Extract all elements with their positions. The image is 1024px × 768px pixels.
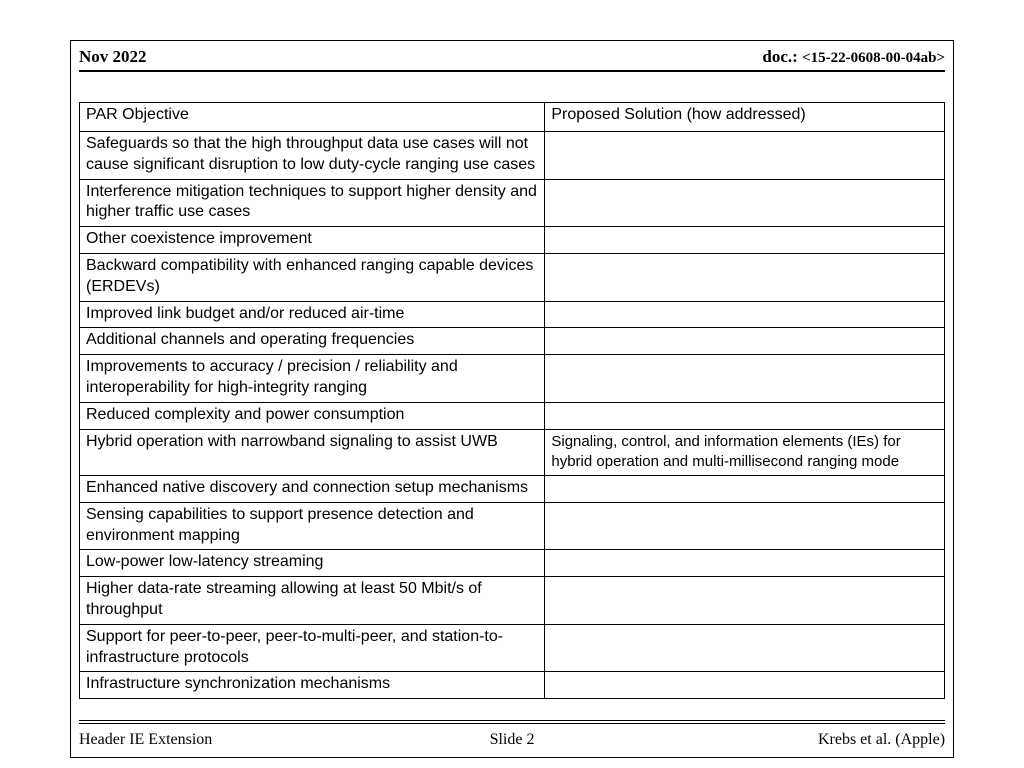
table-row <box>80 429 945 476</box>
slide-footer <box>79 720 945 749</box>
solution-cell <box>545 502 945 550</box>
solution-cell <box>545 179 945 227</box>
solution-cell <box>545 253 945 301</box>
objective-cell: Other coexistence improvement <box>80 227 545 254</box>
objective-cell: Enhanced native discovery and connection setup mechanisms <box>80 476 545 503</box>
objective-cell: Sensing capabilities to support presence detection and environment mapping <box>80 502 545 550</box>
header-doc <box>762 47 945 67</box>
table-row <box>80 672 945 699</box>
header-doc-number: <15-22-0608-00-04ab> <box>802 50 945 66</box>
column-header-par-objective: PAR Objective <box>80 103 545 132</box>
slide-frame <box>70 40 954 758</box>
table-row <box>80 502 945 550</box>
solution-cell <box>545 624 945 672</box>
solution-cell <box>545 550 945 577</box>
objective-cell: Backward compatibility with enhanced ranging capable devices (ERDEVs) <box>80 253 545 301</box>
table-row <box>80 355 945 403</box>
objective-cell: Hybrid operation with narrowband signaling to assist UWB <box>80 429 545 476</box>
solution-cell <box>545 301 945 328</box>
header-doc-label: doc.: <box>762 47 798 66</box>
solution-cell <box>545 402 945 429</box>
header-date: Nov 2022 <box>79 47 147 66</box>
objective-cell: Additional channels and operating frequencies <box>80 328 545 355</box>
objective-cell: Low-power low-latency streaming <box>80 550 545 577</box>
par-table <box>79 102 945 699</box>
objective-cell: Infrastructure synchronization mechanisms <box>80 672 545 699</box>
solution-cell <box>545 577 945 625</box>
table-header-row <box>80 103 945 132</box>
solution-cell <box>545 476 945 503</box>
solution-cell <box>545 328 945 355</box>
table-row <box>80 476 945 503</box>
table-row <box>80 402 945 429</box>
table-row <box>80 227 945 254</box>
solution-cell <box>545 672 945 699</box>
table-row <box>80 132 945 180</box>
table-row <box>80 179 945 227</box>
table-row <box>80 328 945 355</box>
objective-cell: Support for peer-to-peer, peer-to-multi-peer, and station-to-infrastructure protocols <box>80 624 545 672</box>
objective-cell: Reduced complexity and power consumption <box>80 402 545 429</box>
column-header-proposed-solution: Proposed Solution (how addressed) <box>545 103 945 132</box>
objective-cell: Safeguards so that the high throughput data use cases will not cause significant disruption to low duty-cycle ranging use cases <box>80 132 545 180</box>
table-row <box>80 301 945 328</box>
table-row <box>80 577 945 625</box>
objective-cell: Higher data-rate streaming allowing at least 50 Mbit/s of throughput <box>80 577 545 625</box>
footer-divider <box>79 720 945 724</box>
solution-cell: Signaling, control, and information elements (IEs) for hybrid operation and multi-millisecond ranging mode <box>545 429 945 476</box>
solution-cell <box>545 132 945 180</box>
footer-title: Header IE Extension <box>79 731 213 748</box>
objective-cell: Improvements to accuracy / precision / reliability and interoperability for high-integrity ranging <box>80 355 545 403</box>
solution-cell <box>545 227 945 254</box>
solution-cell <box>545 355 945 403</box>
table-row <box>80 624 945 672</box>
table-row <box>80 550 945 577</box>
footer-slide-number: Slide 2 <box>489 731 535 748</box>
table-row <box>80 253 945 301</box>
slide-header <box>79 47 945 72</box>
footer-row <box>79 731 945 749</box>
footer-author: Krebs et al. (Apple) <box>817 731 946 748</box>
objective-cell: Improved link budget and/or reduced air-time <box>80 301 545 328</box>
objective-cell: Interference mitigation techniques to support higher density and higher traffic use cases <box>80 179 545 227</box>
